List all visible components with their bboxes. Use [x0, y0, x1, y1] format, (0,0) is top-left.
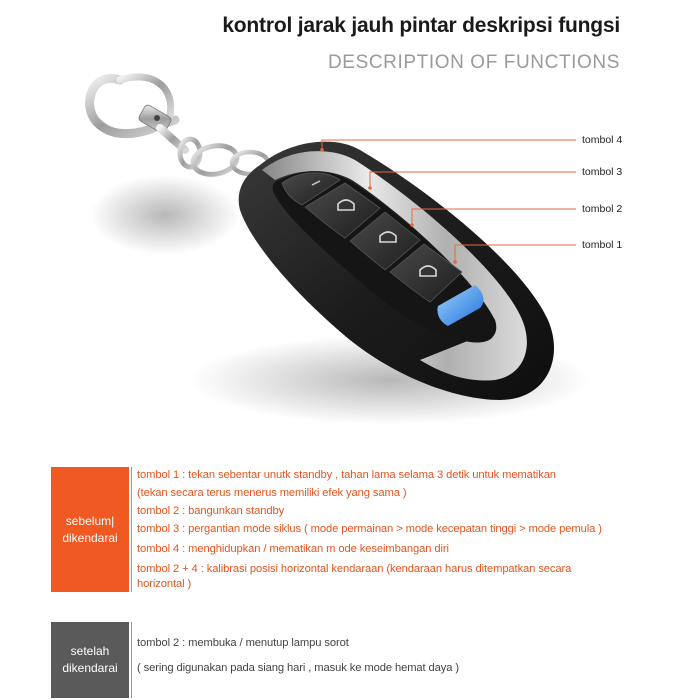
after-divider — [131, 622, 132, 698]
callout-label-tombol-1: tombol 1 — [582, 239, 623, 251]
callout-label-tombol-3: tombol 3 — [582, 166, 623, 178]
before-line-6: tombol 2 + 4 : kalibrasi posisi horizontal kendaraan (kendaraan harus ditempatkan secara — [137, 563, 572, 575]
before-line-5: tombol 4 : menghidupkan / mematikan m ode keseimbangan diri — [137, 543, 449, 555]
before-riding-label — [51, 467, 129, 592]
before-label-line2: dikendarai — [62, 530, 118, 545]
clip-shadow — [90, 175, 240, 255]
before-line-2: (tekan secara terus menerus memiliki efek yang sama ) — [137, 487, 407, 499]
keyring-clasp — [90, 77, 268, 178]
after-label-line2: dikendarai — [62, 661, 118, 675]
before-line-4: tombol 3 : pergantian mode siklus ( mode permainan > mode kecepatan tinggi > mode pemula ) — [137, 523, 602, 535]
after-line-1: tombol 2 : membuka / menutup lampu sorot — [137, 637, 349, 649]
after-label-line1: setelah — [70, 644, 110, 658]
callout-label-tombol-4: tombol 4 — [582, 134, 623, 146]
before-label-line1: sebelum| — [65, 513, 115, 528]
before-divider — [131, 467, 132, 592]
before-line-1: tombol 1 : tekan sebentar unutk standby , tahan lama selama 3 detik untuk mematikan — [137, 469, 556, 481]
page-title: kontrol jarak jauh pintar deskripsi fungsi — [222, 14, 620, 37]
before-line-3: tombol 2 : bangunkan standby — [137, 505, 285, 517]
page-subtitle: DESCRIPTION OF FUNCTIONS — [327, 52, 620, 73]
after-line-2: ( sering digunakan pada siang hari , masuk ke mode hemat daya ) — [137, 662, 460, 674]
before-line-7: horizontal ) — [137, 578, 192, 590]
callout-label-tombol-2: tombol 2 — [582, 203, 623, 215]
after-riding-label — [51, 622, 129, 698]
